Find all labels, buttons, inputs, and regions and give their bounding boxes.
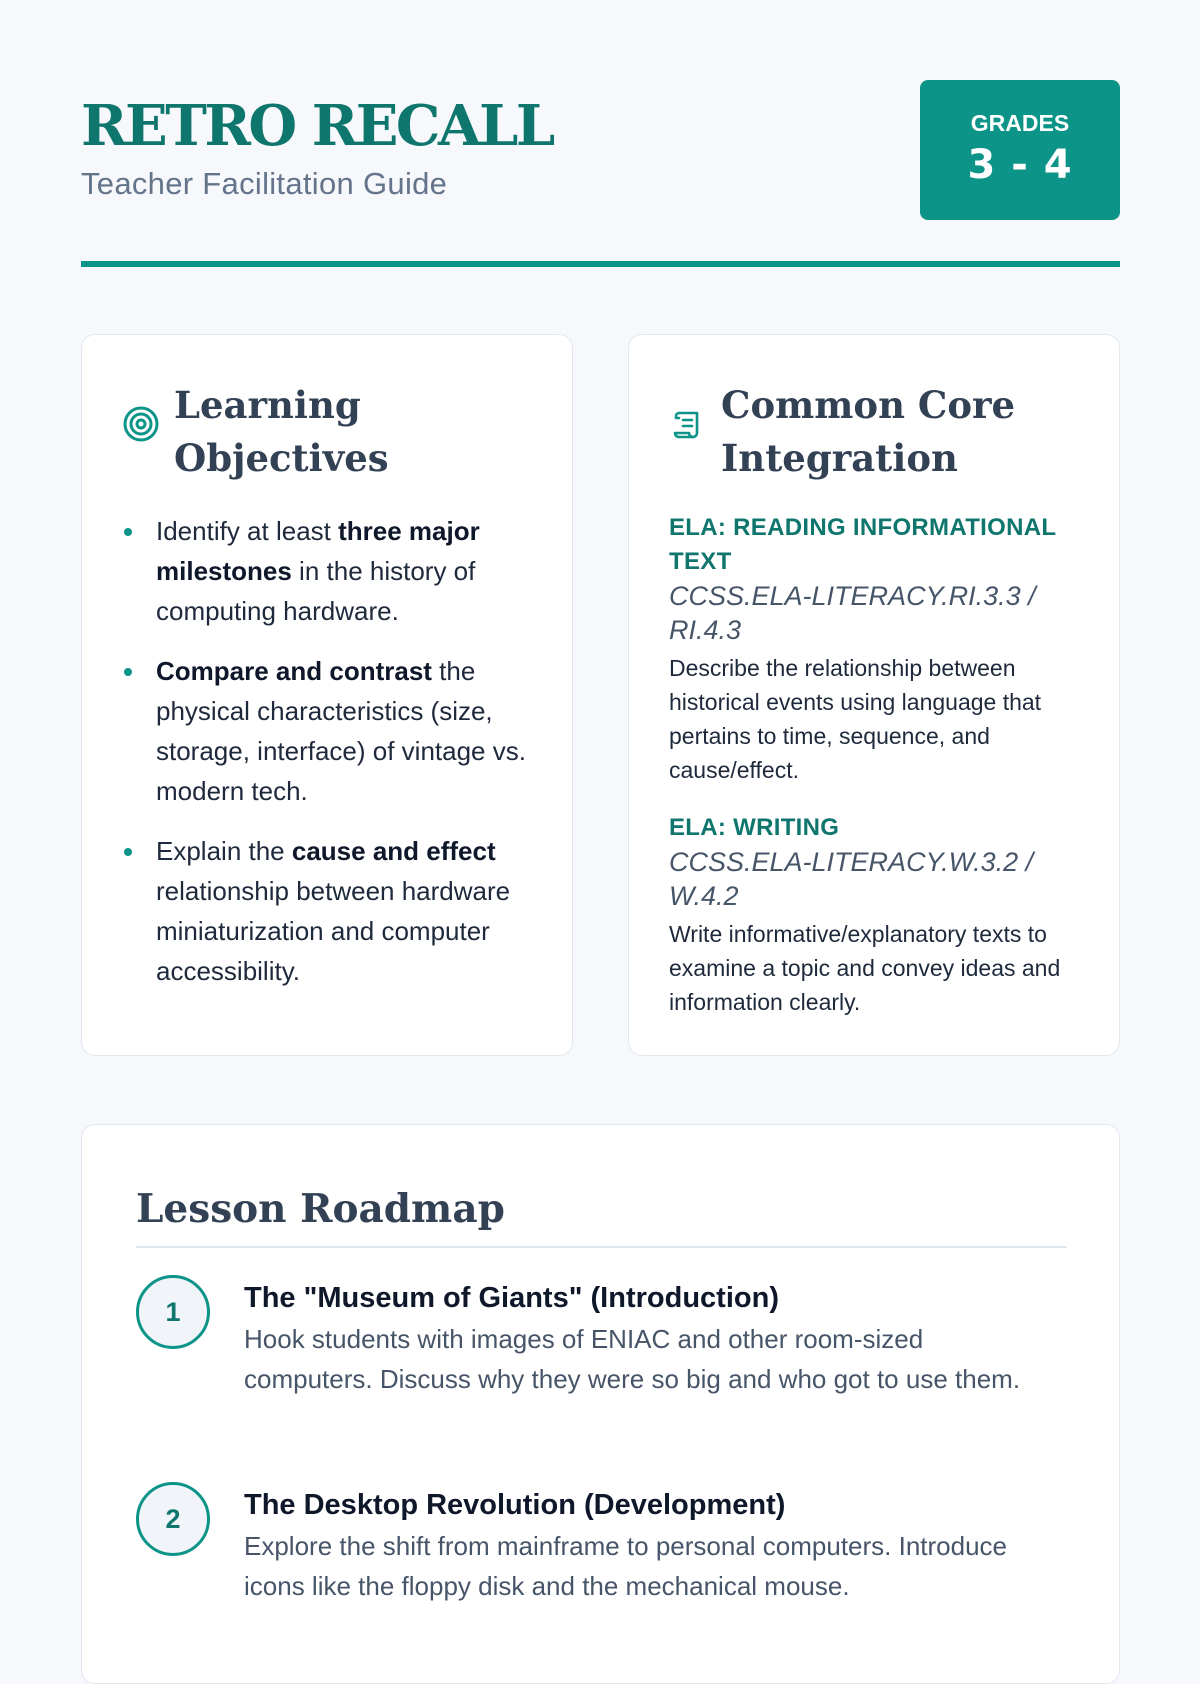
standard-description: Write informative/explanatory texts to examine a topic and convey ideas and information clearly.: [669, 921, 1061, 1015]
objective-emphasis: three major milestones: [156, 516, 480, 586]
objective-text: Identify at least: [156, 516, 339, 546]
grades-label: GRADES: [970, 110, 1070, 136]
lesson-roadmap-card: [81, 1124, 1120, 1684]
roadmap-divider: [136, 1246, 1067, 1248]
objective-text: Explain the: [156, 836, 292, 866]
objective-text: the physical characteristics (size, storage, interface) of vintage vs. modern tech.: [156, 656, 526, 806]
page-header: [81, 80, 1120, 265]
page-subtitle: Teacher Facilitation Guide: [81, 166, 448, 201]
step-title: The "Museum of Giants" (Introduction): [244, 1282, 779, 1314]
objectives-list: [114, 511, 552, 1011]
objective-emphasis: Compare and contrast: [156, 656, 432, 686]
learning-objectives-card: [81, 334, 573, 1056]
learning-objectives-header: [122, 379, 542, 485]
grades-value: 3 - 4: [967, 142, 1073, 188]
objective-item: [114, 651, 552, 811]
bullet-icon: [124, 848, 132, 856]
target-icon: [122, 405, 160, 443]
common-core-card: [628, 334, 1120, 1056]
standard-title: ELA: READING INFORMATIONAL TEXT: [669, 514, 1056, 575]
standard-code: CCSS.ELA-LITERACY.W.3.2 / W.4.2: [669, 847, 1034, 911]
objective-text: in the history of computing hardware.: [156, 556, 476, 626]
standard-item: [669, 511, 1083, 787]
step-description: Explore the shift from mainframe to personal computers. Introduce icons like the floppy disk and the mechanical mouse.: [244, 1531, 1008, 1601]
common-core-header: [669, 379, 1089, 485]
scroll-icon: [669, 405, 707, 443]
grades-badge: [920, 80, 1120, 220]
objective-item: [114, 511, 552, 631]
step-number-badge: 2: [136, 1482, 210, 1556]
step-description: Hook students with images of ENIAC and other room-sized computers. Discuss why they were so big and who got to use them.: [244, 1324, 1021, 1394]
header-divider: [81, 261, 1120, 267]
step-number-badge: 1: [136, 1275, 210, 1349]
objective-emphasis: cause and effect: [291, 836, 496, 866]
bullet-icon: [124, 668, 132, 676]
objective-text: relationship between hardware miniaturization and computer accessibility.: [156, 876, 511, 986]
bullet-icon: [124, 528, 132, 536]
standard-code: CCSS.ELA-LITERACY.RI.3.3 / RI.4.3: [669, 581, 1036, 645]
lesson-roadmap-title: Lesson Roadmap: [136, 1186, 505, 1232]
standard-title: ELA: WRITING: [669, 814, 840, 841]
step-title: The Desktop Revolution (Development): [244, 1489, 786, 1521]
page-title: RETRO RECALL: [81, 93, 553, 159]
standard-description: Describe the relationship between historical events using language that pertains to time, sequence, and cause/effect.: [669, 655, 1042, 783]
objective-item: [114, 831, 552, 991]
common-core-title: Common Core Integration: [721, 383, 1016, 480]
standard-item: [669, 811, 1083, 1019]
learning-objectives-title: Learning Objectives: [174, 383, 389, 480]
